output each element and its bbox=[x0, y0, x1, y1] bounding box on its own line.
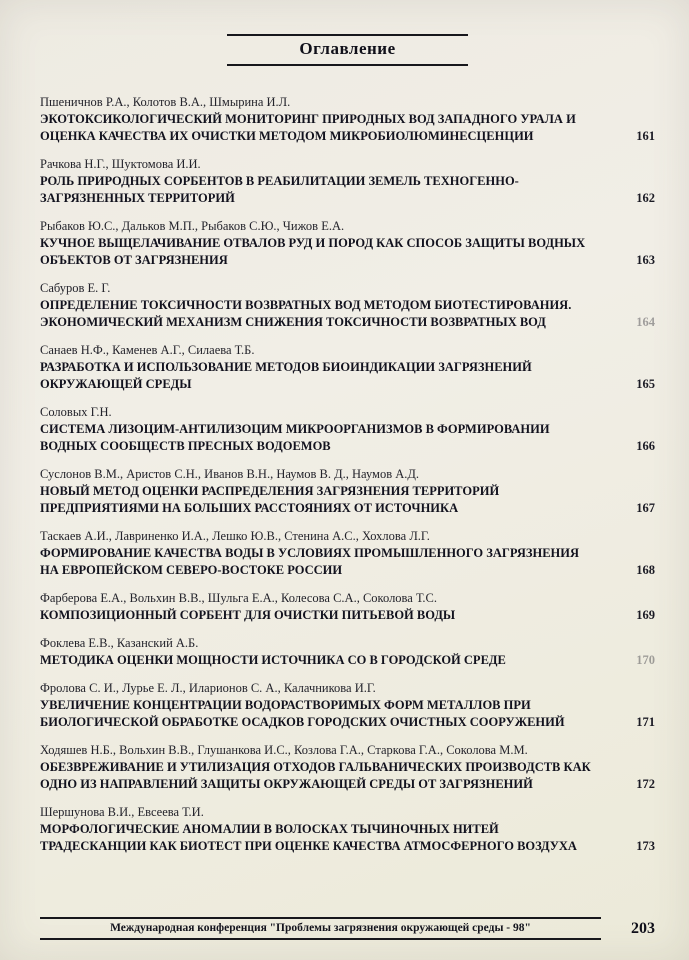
toc-entry bbox=[40, 680, 655, 731]
entry-row bbox=[40, 235, 655, 269]
footer-conference-box bbox=[40, 917, 601, 940]
entry-row bbox=[40, 421, 655, 455]
entry-authors: Санаев Н.Ф., Каменев А.Г., Силаева Т.Б. bbox=[40, 343, 255, 357]
entry-row bbox=[40, 607, 655, 624]
entry-row bbox=[40, 821, 655, 855]
entry-title: КОМПОЗИЦИОННЫЙ СОРБЕНТ ДЛЯ ОЧИСТКИ ПИТЬЕВОЙ ВОДЫ bbox=[40, 608, 456, 622]
toc-list bbox=[40, 94, 655, 855]
entry-page-number: 169 bbox=[636, 608, 655, 622]
entry-title: ФОРМИРОВАНИЕ КАЧЕСТВА ВОДЫ В УСЛОВИЯХ ПРОМЫШЛЕННОГО ЗАГРЯЗНЕНИЯ НА ЕВРОПЕЙСКОМ СЕВЕРО-ВОСТОКЕ РОССИИ bbox=[40, 546, 580, 577]
entry-page-number: 162 bbox=[636, 191, 655, 205]
entry-authors: Фоклева Е.В., Казанский А.Б. bbox=[40, 636, 199, 650]
page-footer bbox=[40, 917, 663, 940]
entry-authors: Фарберова Е.А., Вольхин В.В., Шульга Е.А., Колесова С.А., Соколова Т.С. bbox=[40, 591, 437, 605]
entry-title: НОВЫЙ МЕТОД ОЦЕНКИ РАСПРЕДЕЛЕНИЯ ЗАГРЯЗНЕНИЯ ТЕРРИТОРИЙ ПРЕДПРИЯТИЯМИ НА БОЛЬШИХ РАССТОЯНИЯХ ОТ ИСТОЧНИКА bbox=[40, 484, 500, 515]
entry-authors: Таскаев А.И., Лавриненко И.А., Лешко Ю.В., Стенина А.С., Хохлова Л.Г. bbox=[40, 529, 430, 543]
entry-title: ОБЕЗВРЕЖИВАНИЕ И УТИЛИЗАЦИЯ ОТХОДОВ ГАЛЬВАНИЧЕСКИХ ПРОИЗВОДСТВ КАК ОДНО ИЗ НАПРАВЛЕНИЙ ЗАЩИТЫ ОКРУЖАЮЩЕЙ СРЕДЫ ОТ ЗАГРЯЗНЕНИЙ bbox=[40, 760, 591, 791]
entry-page-number: 171 bbox=[636, 715, 655, 729]
entry-page-number: 166 bbox=[636, 439, 655, 453]
toc-entry bbox=[40, 94, 655, 145]
entry-page-number: 164 bbox=[636, 315, 655, 329]
entry-title: РАЗРАБОТКА И ИСПОЛЬЗОВАНИЕ МЕТОДОВ БИОИНДИКАЦИИ ЗАГРЯЗНЕНИЙ ОКРУЖАЮЩЕЙ СРЕДЫ bbox=[40, 360, 532, 391]
entry-title: УВЕЛИЧЕНИЕ КОНЦЕНТРАЦИИ ВОДОРАСТВОРИМЫХ ФОРМ МЕТАЛЛОВ ПРИ БИОЛОГИЧЕСКОЙ ОБРАБОТКЕ ОСАДКОВ ГОРОДСКИХ ОЧИСТНЫХ СООРУЖЕНИЙ bbox=[40, 698, 565, 729]
toc-entry bbox=[40, 804, 655, 855]
entry-page-number: 163 bbox=[636, 253, 655, 267]
entry-title: СИСТЕМА ЛИЗОЦИМ-АНТИЛИЗОЦИМ МИКРООРГАНИЗМОВ В ФОРМИРОВАНИИ ВОДНЫХ СООБЩЕСТВ ПРЕСНЫХ ВОДОЕМОВ bbox=[40, 422, 550, 453]
toc-entry bbox=[40, 280, 655, 331]
entry-authors: Шершунова В.И., Евсеева Т.И. bbox=[40, 805, 204, 819]
entry-row bbox=[40, 652, 655, 669]
entry-authors: Рыбаков Ю.С., Дальков М.П., Рыбаков С.Ю., Чижов Е.А. bbox=[40, 219, 345, 233]
entry-title: РОЛЬ ПРИРОДНЫХ СОРБЕНТОВ В РЕАБИЛИТАЦИИ ЗЕМЕЛЬ ТЕХНОГЕННО-ЗАГРЯЗНЕННЫХ ТЕРРИТОРИЙ bbox=[40, 174, 519, 205]
entry-page-number: 167 bbox=[636, 501, 655, 515]
toc-entry bbox=[40, 590, 655, 624]
page-title: Оглавление bbox=[299, 39, 396, 58]
entry-title: МОРФОЛОГИЧЕСКИЕ АНОМАЛИИ В ВОЛОСКАХ ТЫЧИНОЧНЫХ НИТЕЙ ТРАДЕСКАНЦИИ КАК БИОТЕСТ ПРИ ОЦЕНКЕ КАЧЕСТВА АТМОСФЕРНОГО ВОЗДУХА bbox=[40, 822, 577, 853]
entry-row bbox=[40, 759, 655, 793]
entry-authors: Пшеничнов Р.А., Колотов В.А., Шмырина И.Л. bbox=[40, 95, 291, 109]
footer-conference-text: Международная конференция "Проблемы загрязнения окружающей среды - 98" bbox=[110, 922, 531, 934]
toc-entry bbox=[40, 156, 655, 207]
footer-page-number: 203 bbox=[631, 919, 655, 937]
entry-authors: Соловых Г.Н. bbox=[40, 405, 112, 419]
entry-title: ОПРЕДЕЛЕНИЕ ТОКСИЧНОСТИ ВОЗВРАТНЫХ ВОД МЕТОДОМ БИОТЕСТИРОВАНИЯ. ЭКОНОМИЧЕСКИЙ МЕХАНИЗМ СНИЖЕНИЯ ТОКСИЧНОСТИ ВОЗВРАТНЫХ ВОД bbox=[40, 298, 572, 329]
entry-authors: Суслонов В.М., Аристов С.Н., Иванов В.Н., Наумов В. Д., Наумов А.Д. bbox=[40, 467, 420, 481]
toc-entry bbox=[40, 342, 655, 393]
entry-title: МЕТОДИКА ОЦЕНКИ МОЩНОСТИ ИСТОЧНИКА СО В ГОРОДСКОЙ СРЕДЕ bbox=[40, 653, 506, 667]
entry-page-number: 172 bbox=[636, 777, 655, 791]
entry-page-number: 165 bbox=[636, 377, 655, 391]
entry-authors: Рачкова Н.Г., Шуктомова И.И. bbox=[40, 157, 201, 171]
entry-page-number: 173 bbox=[636, 839, 655, 853]
entry-page-number: 168 bbox=[636, 563, 655, 577]
entry-page-number: 161 bbox=[636, 129, 655, 143]
entry-title: ЭКОТОКСИКОЛОГИЧЕСКИЙ МОНИТОРИНГ ПРИРОДНЫХ ВОД ЗАПАДНОГО УРАЛА И ОЦЕНКА КАЧЕСТВА ИХ ОЧИСТКИ МЕТОДОМ МИКРОБИОЛЮМИНЕСЦЕНЦИИ bbox=[40, 112, 576, 143]
entry-authors: Ходяшев Н.Б., Вольхин В.В., Глушанкова И.С., Козлова Г.А., Старкова Г.А., Соколова М.М. bbox=[40, 743, 528, 757]
entry-row bbox=[40, 483, 655, 517]
entry-page-number: 170 bbox=[636, 653, 655, 667]
toc-entry bbox=[40, 404, 655, 455]
entry-row bbox=[40, 697, 655, 731]
toc-entry bbox=[40, 218, 655, 269]
toc-entry bbox=[40, 466, 655, 517]
entry-row bbox=[40, 359, 655, 393]
toc-entry bbox=[40, 528, 655, 579]
entry-authors: Фролова С. И., Лурье Е. Л., Иларионов С. А., Калачникова И.Г. bbox=[40, 681, 376, 695]
entry-row bbox=[40, 297, 655, 331]
entry-row bbox=[40, 111, 655, 145]
entry-row bbox=[40, 173, 655, 207]
toc-entry bbox=[40, 635, 655, 669]
entry-authors: Сабуров Е. Г. bbox=[40, 281, 111, 295]
header-title-box bbox=[227, 34, 467, 66]
entry-title: КУЧНОЕ ВЫЩЕЛАЧИВАНИЕ ОТВАЛОВ РУД И ПОРОД КАК СПОСОБ ЗАЩИТЫ ВОДНЫХ ОБЪЕКТОВ ОТ ЗАГРЯЗНЕНИЯ bbox=[40, 236, 586, 267]
entry-row bbox=[40, 545, 655, 579]
page-header bbox=[40, 34, 655, 66]
toc-entry bbox=[40, 742, 655, 793]
